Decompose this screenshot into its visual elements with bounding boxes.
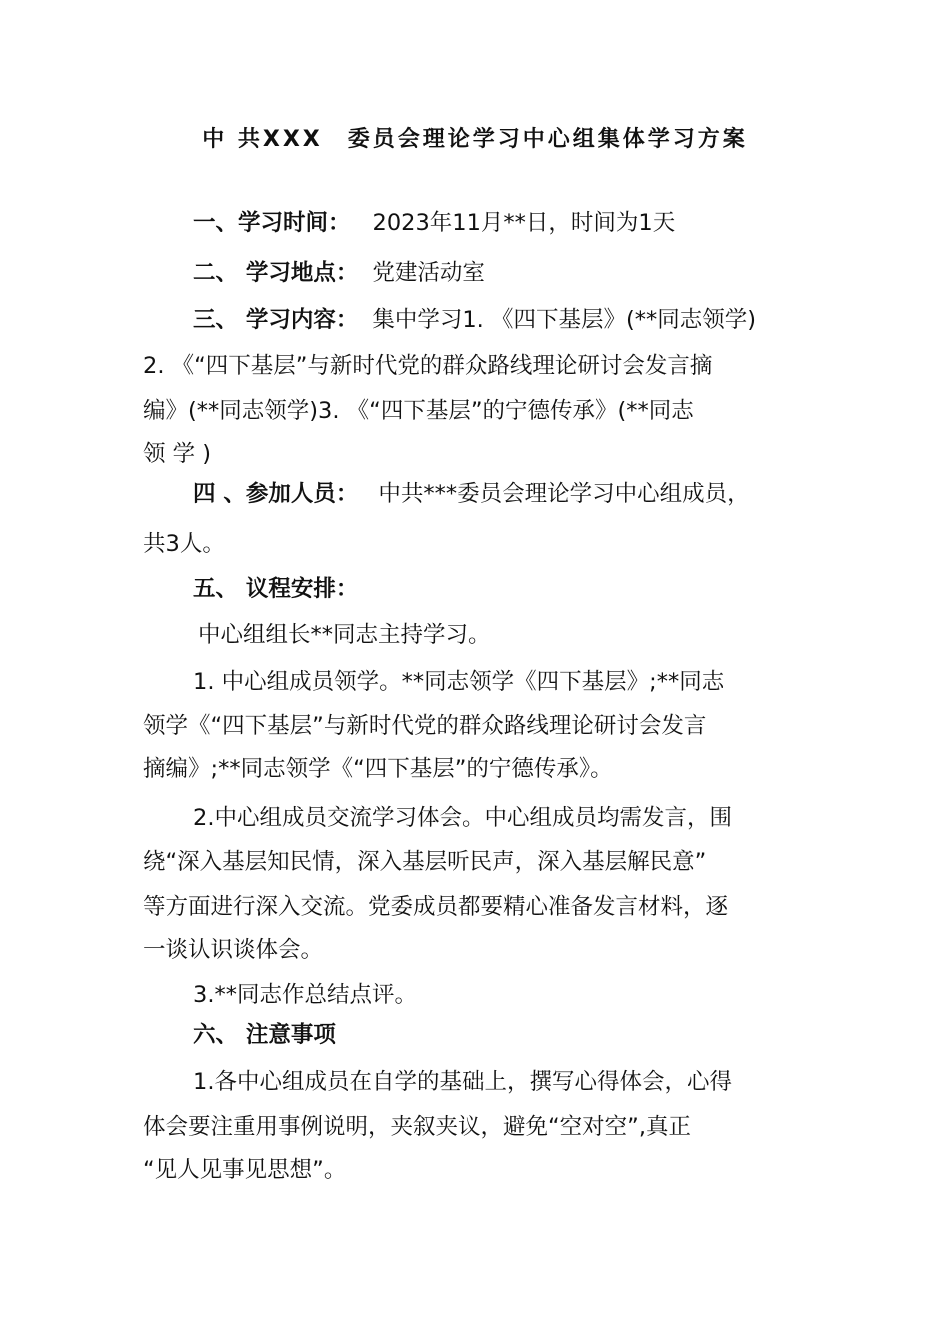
notes-item-1-line: “见人见事见思想”。 xyxy=(143,1157,347,1183)
section-label: 二、 学习地点： xyxy=(193,260,359,286)
section-label: 一、学习时间： xyxy=(193,210,351,236)
notes-item-1-line: 体会要注重用事例说明，夹叙夹议，避免“空对空”,真正 xyxy=(143,1114,691,1140)
agenda-item-2-line: 等方面进行深入交流。党委成员都要精心准备发言材料，逐 xyxy=(143,894,729,920)
agenda-item-1: 1. 中心组成员领学。**同志领学《四下基层》;**同志 xyxy=(193,669,725,695)
study-content-line: 2. 《“四下基层”与新时代党的群众路线理论研讨会发言摘 xyxy=(143,353,713,379)
study-content-line: 集中学习1. 《四下基层》(**同志领学) xyxy=(372,307,757,333)
agenda-item-3: 3.**同志作总结点评。 xyxy=(193,982,417,1008)
section-label: 四 、参加人员： xyxy=(193,481,359,507)
section-label: 三、 学习内容： xyxy=(193,307,359,333)
agenda-item-2-line: 绕“深入基层知民情，深入基层听民声，深入基层解民意” xyxy=(143,849,707,875)
study-time-value: 2023年11月**日，时间为1天 xyxy=(372,210,676,236)
agenda-item-2-line: 一谈认识谈体会。 xyxy=(143,937,324,963)
agenda-item-1-line: 领学《“四下基层”与新时代党的群众路线理论研讨会发言 xyxy=(143,713,707,739)
agenda-item-2: 2.中心组成员交流学习体会。中心组成员均需发言，围 xyxy=(193,805,732,831)
section-study-location xyxy=(193,258,485,288)
study-location-value: 党建活动室 xyxy=(372,260,485,286)
participants-line: 共3人。 xyxy=(143,531,225,557)
section-study-time xyxy=(193,208,675,238)
participants-line: 中共***委员会理论学习中心组成员， xyxy=(378,481,750,507)
study-content-line: 领 学 ) xyxy=(143,441,212,467)
agenda-item-1-line: 摘编》;**同志领学《“四下基层”的宁德传承》。 xyxy=(143,756,613,782)
section-notes-label: 六、 注意事项 xyxy=(193,1022,336,1048)
study-content-line: 编》(**同志领学)3. 《“四下基层”的宁德传承》(**同志 xyxy=(143,398,694,424)
section-participants xyxy=(193,479,750,509)
agenda-intro: 中心组组长**同志主持学习。 xyxy=(198,622,491,648)
notes-item-1: 1.各中心组成员在自学的基础上，撰写心得体会，心得 xyxy=(193,1069,732,1095)
section-study-content xyxy=(193,305,756,335)
document-title: 中 共XXX 委员会理论学习中心组集体学习方案 xyxy=(202,127,748,152)
section-agenda-label: 五、 议程安排： xyxy=(193,576,359,602)
